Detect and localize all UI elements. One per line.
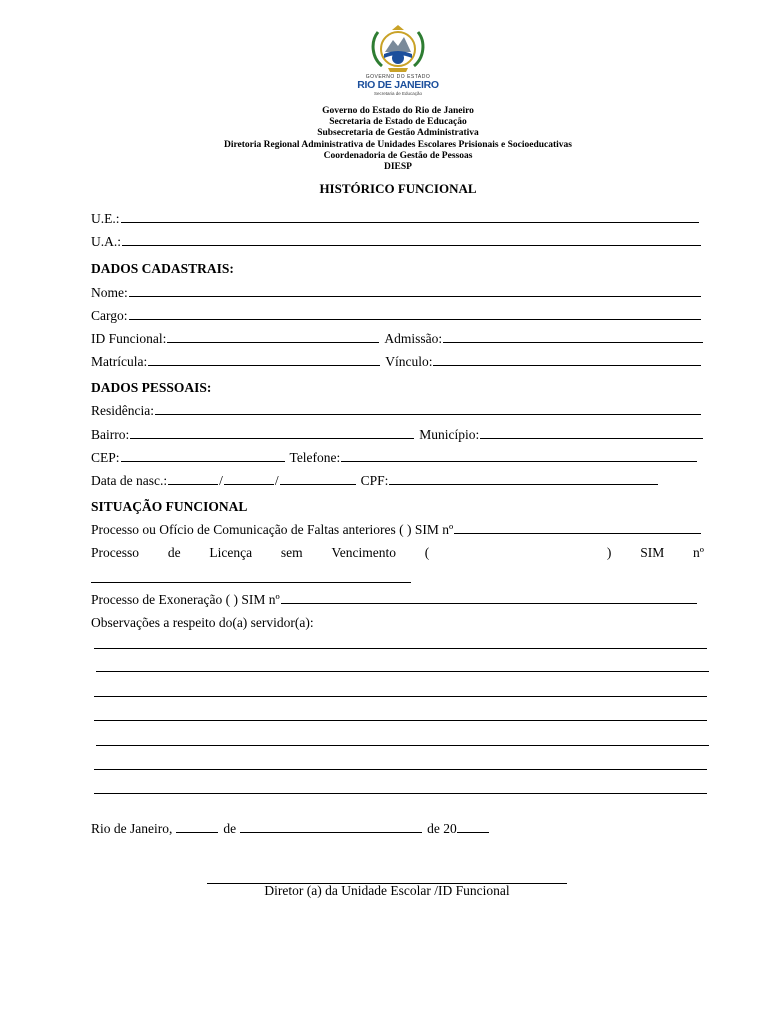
licenca-word: Licença bbox=[209, 545, 253, 560]
licenca-field[interactable] bbox=[91, 582, 411, 583]
matricula-vinculo-row bbox=[91, 354, 702, 370]
mes-field[interactable] bbox=[240, 821, 422, 833]
observacoes-line[interactable] bbox=[94, 720, 707, 721]
nasc-day-field[interactable] bbox=[168, 473, 218, 485]
id-funcional-field[interactable] bbox=[167, 331, 379, 343]
logo-governo-text: GOVERNO DO ESTADO bbox=[365, 74, 431, 80]
vinculo-label: Vínculo: bbox=[385, 354, 433, 369]
licenca-word: Processo bbox=[91, 545, 139, 560]
nasc-cpf-row bbox=[91, 473, 659, 489]
id-admissao-row bbox=[91, 331, 704, 347]
de-label: de bbox=[223, 821, 237, 836]
licenca-word: Vencimento bbox=[331, 545, 396, 560]
residencia-label: Residência: bbox=[91, 403, 154, 418]
faltas-label: Processo ou Ofício de Comunicação de Faltas anteriores ( ) SIM nº bbox=[91, 522, 454, 537]
admissao-label: Admissão: bbox=[384, 331, 443, 346]
cargo-field[interactable] bbox=[129, 308, 702, 320]
municipio-label: Município: bbox=[419, 427, 480, 442]
date-slash: / bbox=[274, 473, 279, 488]
dados-pessoais-heading: DADOS PESSOAIS: bbox=[91, 380, 212, 395]
cargo-label: Cargo: bbox=[91, 308, 128, 323]
header-line: DIESP bbox=[384, 162, 412, 173]
ue-row bbox=[91, 211, 700, 227]
situacao-funcional-heading: SITUAÇÃO FUNCIONAL bbox=[91, 499, 248, 514]
logo-state-name: RIO DE JANEIRO bbox=[357, 79, 439, 91]
observacoes-line[interactable] bbox=[94, 793, 707, 794]
observacoes-label: Observações a respeito do(a) servidor(a): bbox=[91, 615, 314, 630]
licenca-word: SIM bbox=[640, 545, 665, 560]
nome-field[interactable] bbox=[129, 285, 701, 297]
ue-field[interactable] bbox=[121, 211, 700, 223]
residencia-field[interactable] bbox=[155, 403, 701, 415]
telefone-label: Telefone: bbox=[289, 450, 341, 465]
state-logo bbox=[348, 24, 448, 96]
observacoes-line[interactable] bbox=[94, 648, 707, 649]
residencia-row bbox=[91, 403, 702, 419]
admissao-field[interactable] bbox=[443, 331, 703, 343]
header-line: Diretoria Regional Administrativa de Unidades Escolares Prisionais e Socioeducativas bbox=[224, 139, 572, 150]
header-line: Governo do Estado do Rio de Janeiro bbox=[322, 106, 474, 116]
cep-telefone-row bbox=[91, 450, 698, 466]
cargo-row bbox=[91, 308, 702, 324]
id-funcional-label: ID Funcional: bbox=[91, 331, 167, 346]
exoneracao-label: Processo de Exoneração ( ) SIM nº bbox=[91, 592, 280, 607]
document-header bbox=[160, 106, 636, 173]
bairro-label: Bairro: bbox=[91, 427, 130, 442]
nasc-year-field[interactable] bbox=[280, 473, 356, 485]
dia-field[interactable] bbox=[176, 821, 218, 833]
observacoes-line[interactable] bbox=[96, 671, 709, 672]
observacoes-line[interactable] bbox=[94, 696, 707, 697]
data-nasc-label: Data de nasc.: bbox=[91, 473, 168, 488]
nome-label: Nome: bbox=[91, 285, 128, 300]
vinculo-field[interactable] bbox=[433, 354, 701, 366]
date-row bbox=[91, 821, 511, 837]
observacoes-line[interactable] bbox=[96, 745, 709, 746]
cpf-field[interactable] bbox=[389, 473, 658, 485]
exoneracao-row bbox=[91, 592, 698, 608]
bairro-field[interactable] bbox=[130, 427, 414, 439]
faltas-row bbox=[91, 522, 702, 538]
ue-label: U.E.: bbox=[91, 211, 120, 226]
observacoes-line[interactable] bbox=[94, 769, 707, 770]
header-line: Secretaria de Estado de Educação bbox=[329, 117, 467, 128]
date-slash: / bbox=[219, 473, 223, 488]
cidade-label: Rio de Janeiro, bbox=[91, 821, 173, 836]
ano-prefix-label: de 20 bbox=[427, 821, 457, 836]
header-line: Subsecretaria de Gestão Administrativa bbox=[317, 128, 479, 139]
ua-label: U.A.: bbox=[91, 234, 121, 249]
licenca-word: sem bbox=[280, 545, 303, 560]
header-line: Coordenadoria de Gestão de Pessoas bbox=[323, 150, 473, 161]
coat-of-arms-icon bbox=[348, 24, 448, 74]
cep-field[interactable] bbox=[121, 450, 285, 462]
cpf-label: CPF: bbox=[360, 473, 389, 488]
licenca-row bbox=[91, 545, 704, 561]
signature-label: Diretor (a) da Unidade Escolar /ID Funcional bbox=[264, 883, 510, 898]
municipio-field[interactable] bbox=[480, 427, 703, 439]
ua-field[interactable] bbox=[122, 234, 701, 246]
licenca-word: de bbox=[167, 545, 181, 560]
nome-row bbox=[91, 285, 702, 301]
cep-label: CEP: bbox=[91, 450, 120, 465]
exoneracao-field[interactable] bbox=[281, 592, 697, 604]
logo-secretaria-text: Secretaria de Educação bbox=[373, 91, 423, 96]
telefone-field[interactable] bbox=[341, 450, 697, 462]
ua-row bbox=[91, 234, 702, 250]
matricula-label: Matrícula: bbox=[91, 354, 148, 369]
licenca-word: ) bbox=[606, 545, 612, 560]
matricula-field[interactable] bbox=[148, 354, 380, 366]
licenca-word: nº bbox=[693, 545, 704, 560]
ano-field[interactable] bbox=[457, 821, 489, 833]
nasc-month-field[interactable] bbox=[224, 473, 274, 485]
bairro-municipio-row bbox=[91, 427, 704, 443]
licenca-word: ( bbox=[424, 545, 430, 560]
dados-cadastrais-heading: DADOS CADASTRAIS: bbox=[91, 261, 234, 276]
faltas-field[interactable] bbox=[454, 522, 701, 534]
page-title: HISTÓRICO FUNCIONAL bbox=[319, 181, 477, 196]
observacoes-row bbox=[91, 615, 704, 631]
